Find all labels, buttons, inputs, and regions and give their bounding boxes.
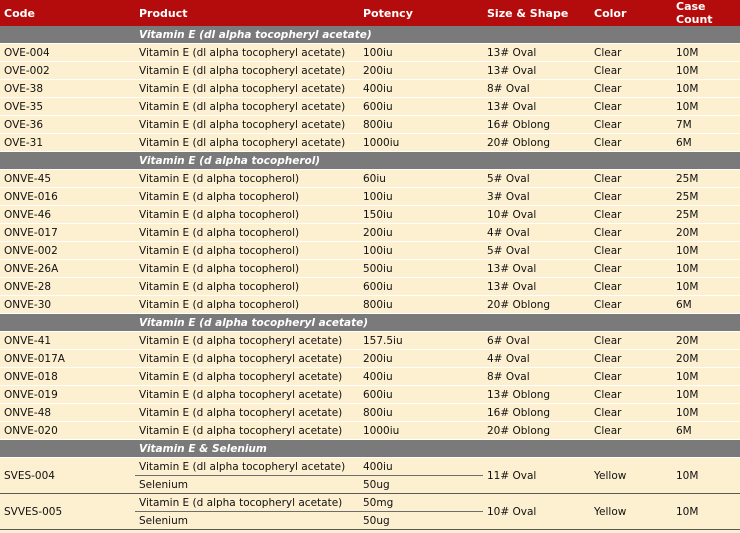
cell-size-shape: 3# Oval bbox=[483, 188, 590, 206]
cell-color: Clear bbox=[590, 422, 672, 440]
cell-potency: 600iu bbox=[359, 386, 483, 404]
cell-potency: 200iu bbox=[359, 62, 483, 80]
cell-color: Clear bbox=[590, 116, 672, 134]
cell-code: ONVE-019 bbox=[0, 386, 135, 404]
cell-case-count: 10M bbox=[672, 260, 740, 278]
cell-product: Vitamin E (dl alpha tocopheryl acetate) bbox=[135, 98, 359, 116]
table-row bbox=[0, 116, 740, 134]
cell-potency: 100iu bbox=[359, 188, 483, 206]
cell-potency: 800iu bbox=[359, 404, 483, 422]
cell-product: Selenium bbox=[135, 512, 359, 530]
section-title: Vitamin E & Selenium bbox=[135, 440, 740, 458]
table-row bbox=[0, 332, 740, 350]
cell-color: Clear bbox=[590, 404, 672, 422]
cell-color: Yellow bbox=[590, 458, 672, 494]
cell-case-count: 10M bbox=[672, 62, 740, 80]
cell-product: Vitamin E (d alpha tocopheryl acetate) bbox=[135, 368, 359, 386]
cell-size-shape: 6# Oval bbox=[483, 332, 590, 350]
cell-color: Yellow bbox=[590, 494, 672, 530]
section-row bbox=[0, 26, 740, 44]
cell-case-count: 6M bbox=[672, 422, 740, 440]
cell-potency: 800iu bbox=[359, 296, 483, 314]
cell-product: Vitamin E (dl alpha tocopheryl acetate) bbox=[135, 458, 359, 476]
cell-case-count: 10M bbox=[672, 404, 740, 422]
cell-color: Clear bbox=[590, 242, 672, 260]
cell-code: ONVE-46 bbox=[0, 206, 135, 224]
cell-case-count: 6M bbox=[672, 296, 740, 314]
cell-case-count: 6M bbox=[672, 134, 740, 152]
cell-color: Clear bbox=[590, 260, 672, 278]
table-row bbox=[0, 296, 740, 314]
cell-potency: 600iu bbox=[359, 278, 483, 296]
section-row bbox=[0, 440, 740, 458]
cell-case-count: 10M bbox=[672, 98, 740, 116]
table-row bbox=[0, 278, 740, 296]
cell-potency: 150iu bbox=[359, 206, 483, 224]
table-row bbox=[0, 494, 740, 512]
cell-potency: 400iu bbox=[359, 458, 483, 476]
cell-potency: 100iu bbox=[359, 44, 483, 62]
cell-code: SVES-004 bbox=[0, 458, 135, 494]
cell-color: Clear bbox=[590, 224, 672, 242]
cell-size-shape: 20# Oblong bbox=[483, 422, 590, 440]
cell-potency: 100iu bbox=[359, 242, 483, 260]
cell-case-count: 10M bbox=[672, 494, 740, 530]
cell-case-count: 25M bbox=[672, 170, 740, 188]
cell-potency: 50mg bbox=[359, 494, 483, 512]
table-row bbox=[0, 260, 740, 278]
table-row bbox=[0, 242, 740, 260]
cell-product: Vitamin E (d alpha tocopheryl acetate) bbox=[135, 386, 359, 404]
cell-potency: 500iu bbox=[359, 260, 483, 278]
cell-color: Clear bbox=[590, 296, 672, 314]
cell-size-shape: 11# Oval bbox=[483, 458, 590, 494]
cell-product: Vitamin E (d alpha tocopherol) bbox=[135, 296, 359, 314]
table-row bbox=[0, 62, 740, 80]
cell-color: Clear bbox=[590, 134, 672, 152]
cell-code: SVVES-005 bbox=[0, 494, 135, 530]
cell-potency: 1000iu bbox=[359, 134, 483, 152]
cell-color: Clear bbox=[590, 368, 672, 386]
section-row bbox=[0, 152, 740, 170]
cell-code: ONVE-017 bbox=[0, 224, 135, 242]
cell-case-count: 10M bbox=[672, 80, 740, 98]
header-potency: Potency bbox=[359, 0, 483, 26]
cell-color: Clear bbox=[590, 98, 672, 116]
cell-case-count: 10M bbox=[672, 44, 740, 62]
cell-potency: 200iu bbox=[359, 350, 483, 368]
cell-size-shape: 20# Oblong bbox=[483, 134, 590, 152]
section-spacer bbox=[0, 152, 135, 170]
cell-color: Clear bbox=[590, 62, 672, 80]
cell-code: OVE-35 bbox=[0, 98, 135, 116]
cell-potency: 1000iu bbox=[359, 422, 483, 440]
cell-potency: 200iu bbox=[359, 224, 483, 242]
cell-product: Vitamin E (dl alpha tocopheryl acetate) bbox=[135, 116, 359, 134]
section-row bbox=[0, 314, 740, 332]
cell-color: Clear bbox=[590, 278, 672, 296]
cell-product: Vitamin E (d alpha tocopherol) bbox=[135, 278, 359, 296]
cell-product: Vitamin E (d alpha tocopherol) bbox=[135, 242, 359, 260]
cell-potency: 400iu bbox=[359, 80, 483, 98]
cell-product: Vitamin E (d alpha tocopherol) bbox=[135, 224, 359, 242]
cell-size-shape: 13# Oval bbox=[483, 44, 590, 62]
cell-potency: 60iu bbox=[359, 170, 483, 188]
cell-code: OVE-38 bbox=[0, 80, 135, 98]
cell-case-count: 25M bbox=[672, 188, 740, 206]
cell-size-shape: 20# Oblong bbox=[483, 296, 590, 314]
table-row bbox=[0, 170, 740, 188]
table-row bbox=[0, 350, 740, 368]
header-code: Code bbox=[0, 0, 135, 26]
cell-size-shape: 4# Oval bbox=[483, 224, 590, 242]
cell-code: ONVE-020 bbox=[0, 422, 135, 440]
cell-case-count: 25M bbox=[672, 206, 740, 224]
cell-code: ONVE-018 bbox=[0, 368, 135, 386]
table-row bbox=[0, 224, 740, 242]
cell-product: Vitamin E (d alpha tocopherol) bbox=[135, 206, 359, 224]
cell-case-count: 10M bbox=[672, 278, 740, 296]
cell-product: Vitamin E (d alpha tocopheryl acetate) bbox=[135, 350, 359, 368]
cell-size-shape: 8# Oval bbox=[483, 368, 590, 386]
header-color: Color bbox=[590, 0, 672, 26]
cell-potency: 600iu bbox=[359, 98, 483, 116]
cell-code: OVE-004 bbox=[0, 44, 135, 62]
cell-case-count: 20M bbox=[672, 350, 740, 368]
cell-size-shape: 4# Oval bbox=[483, 350, 590, 368]
cell-color: Clear bbox=[590, 188, 672, 206]
table-row bbox=[0, 422, 740, 440]
cell-product: Vitamin E (d alpha tocopherol) bbox=[135, 170, 359, 188]
cell-case-count: 20M bbox=[672, 332, 740, 350]
table-row bbox=[0, 188, 740, 206]
cell-color: Clear bbox=[590, 350, 672, 368]
table-body bbox=[0, 26, 740, 530]
cell-potency: 50ug bbox=[359, 512, 483, 530]
header-case-count: Case Count bbox=[672, 0, 740, 26]
cell-size-shape: 13# Oval bbox=[483, 260, 590, 278]
section-spacer bbox=[0, 440, 135, 458]
cell-product: Vitamin E (d alpha tocopherol) bbox=[135, 188, 359, 206]
cell-case-count: 20M bbox=[672, 224, 740, 242]
cell-product: Vitamin E (d alpha tocopherol) bbox=[135, 260, 359, 278]
cell-size-shape: 16# Oblong bbox=[483, 404, 590, 422]
cell-product: Vitamin E (dl alpha tocopheryl acetate) bbox=[135, 134, 359, 152]
table-row bbox=[0, 206, 740, 224]
table-row bbox=[0, 404, 740, 422]
cell-size-shape: 8# Oval bbox=[483, 80, 590, 98]
cell-color: Clear bbox=[590, 80, 672, 98]
cell-case-count: 10M bbox=[672, 386, 740, 404]
section-title: Vitamin E (d alpha tocopheryl acetate) bbox=[135, 314, 740, 332]
cell-product: Vitamin E (d alpha tocopheryl acetate) bbox=[135, 332, 359, 350]
cell-product: Vitamin E (d alpha tocopheryl acetate) bbox=[135, 422, 359, 440]
table-row bbox=[0, 458, 740, 476]
cell-potency: 400iu bbox=[359, 368, 483, 386]
cell-code: ONVE-016 bbox=[0, 188, 135, 206]
section-title: Vitamin E (d alpha tocopherol) bbox=[135, 152, 740, 170]
cell-size-shape: 13# Oval bbox=[483, 62, 590, 80]
section-spacer bbox=[0, 314, 135, 332]
cell-potency: 157.5iu bbox=[359, 332, 483, 350]
cell-code: ONVE-30 bbox=[0, 296, 135, 314]
cell-product: Vitamin E (dl alpha tocopheryl acetate) bbox=[135, 62, 359, 80]
table-row bbox=[0, 44, 740, 62]
cell-code: ONVE-41 bbox=[0, 332, 135, 350]
cell-case-count: 10M bbox=[672, 458, 740, 494]
table-row bbox=[0, 368, 740, 386]
table-row bbox=[0, 134, 740, 152]
cell-product: Vitamin E (d alpha tocopheryl acetate) bbox=[135, 494, 359, 512]
cell-product: Vitamin E (dl alpha tocopheryl acetate) bbox=[135, 80, 359, 98]
cell-size-shape: 13# Oval bbox=[483, 278, 590, 296]
cell-size-shape: 5# Oval bbox=[483, 170, 590, 188]
header-product: Product bbox=[135, 0, 359, 26]
cell-case-count: 10M bbox=[672, 242, 740, 260]
cell-code: OVE-36 bbox=[0, 116, 135, 134]
cell-color: Clear bbox=[590, 206, 672, 224]
cell-color: Clear bbox=[590, 386, 672, 404]
cell-case-count: 7M bbox=[672, 116, 740, 134]
cell-code: ONVE-002 bbox=[0, 242, 135, 260]
table-row bbox=[0, 80, 740, 98]
section-title: Vitamin E (dl alpha tocopheryl acetate) bbox=[135, 26, 740, 44]
cell-code: OVE-31 bbox=[0, 134, 135, 152]
cell-code: ONVE-017A bbox=[0, 350, 135, 368]
cell-potency: 800iu bbox=[359, 116, 483, 134]
cell-size-shape: 16# Oblong bbox=[483, 116, 590, 134]
cell-code: ONVE-28 bbox=[0, 278, 135, 296]
cell-case-count: 10M bbox=[672, 368, 740, 386]
cell-size-shape: 5# Oval bbox=[483, 242, 590, 260]
cell-product: Vitamin E (dl alpha tocopheryl acetate) bbox=[135, 44, 359, 62]
cell-product: Selenium bbox=[135, 476, 359, 494]
cell-color: Clear bbox=[590, 44, 672, 62]
cell-size-shape: 10# Oval bbox=[483, 206, 590, 224]
cell-code: ONVE-26A bbox=[0, 260, 135, 278]
header-size-shape: Size & Shape bbox=[483, 0, 590, 26]
header-row bbox=[0, 0, 740, 26]
cell-product: Vitamin E (d alpha tocopheryl acetate) bbox=[135, 404, 359, 422]
cell-color: Clear bbox=[590, 170, 672, 188]
cell-color: Clear bbox=[590, 332, 672, 350]
table-row bbox=[0, 98, 740, 116]
cell-potency: 50ug bbox=[359, 476, 483, 494]
cell-size-shape: 13# Oblong bbox=[483, 386, 590, 404]
cell-code: OVE-002 bbox=[0, 62, 135, 80]
cell-size-shape: 13# Oval bbox=[483, 98, 590, 116]
cell-code: ONVE-45 bbox=[0, 170, 135, 188]
section-spacer bbox=[0, 26, 135, 44]
cell-code: ONVE-48 bbox=[0, 404, 135, 422]
cell-size-shape: 10# Oval bbox=[483, 494, 590, 530]
table-row bbox=[0, 386, 740, 404]
